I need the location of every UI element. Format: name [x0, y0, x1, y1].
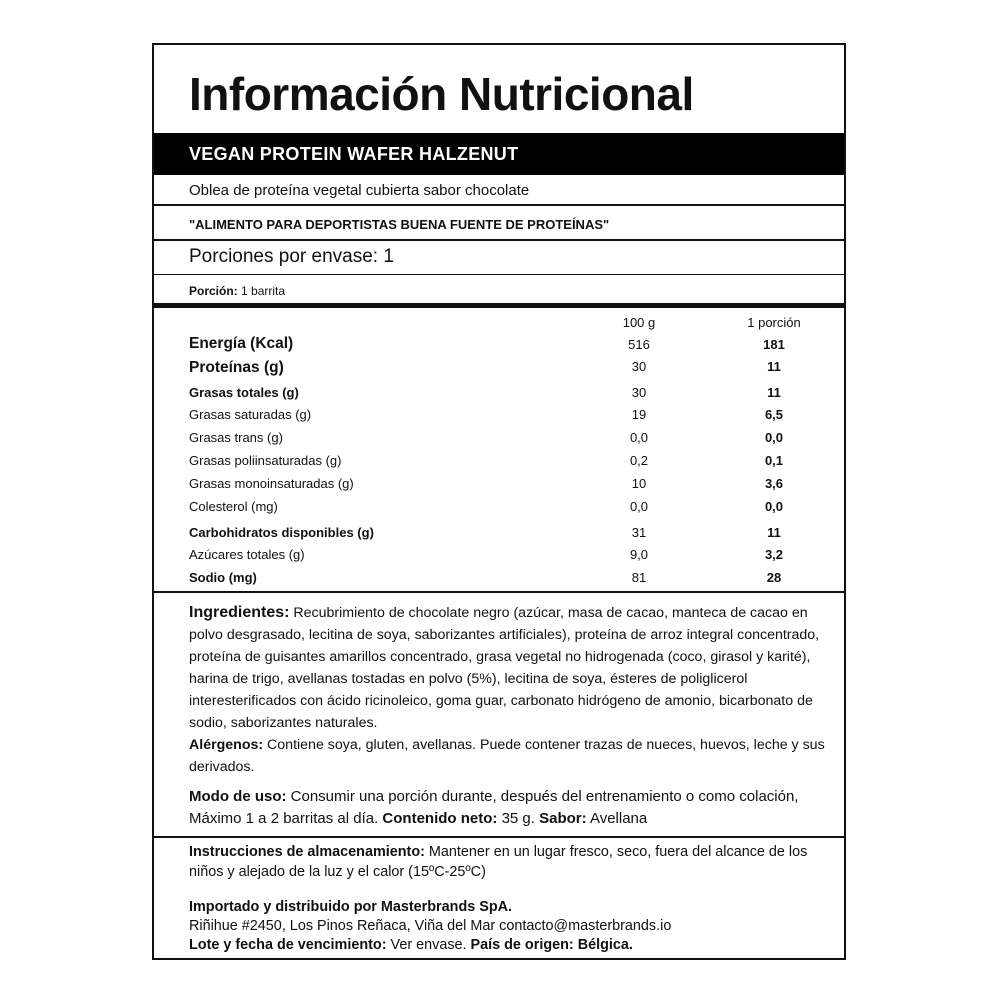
value-portion: 0,1: [764, 453, 784, 468]
column-header-portion: 1 porción: [747, 315, 801, 330]
ingredients-section: [189, 602, 829, 778]
value-100g: 81: [631, 570, 647, 585]
usage-label: Modo de uso:: [189, 788, 287, 805]
flavor-value: Avellana: [586, 810, 648, 827]
importer-line: Importado y distribuido por Masterbrands SpA.: [189, 899, 513, 915]
value-100g: 516: [628, 337, 650, 352]
nutrition-label: [152, 43, 846, 960]
storage-label: Instrucciones de almacenamiento:: [189, 844, 425, 860]
divider: [154, 836, 844, 838]
serving-label: Porción:: [189, 284, 238, 298]
column-header-100g: 100 g: [622, 315, 656, 330]
divider: [154, 274, 844, 275]
nutrient-name: Grasas trans (g): [189, 430, 283, 445]
label-title: Información Nutricional: [189, 68, 694, 120]
nutrient-name: Grasas totales (g): [189, 385, 299, 400]
value-100g: 31: [631, 525, 647, 540]
lot-label: Lote y fecha de vencimiento:: [189, 937, 387, 953]
nutrient-name: Sodio (mg): [189, 570, 257, 585]
net-content-value: 35 g.: [497, 810, 540, 827]
servings-per-container: Porciones por envase: 1: [189, 246, 394, 267]
allergens-text: Contiene soya, gluten, avellanas. Puede contener trazas de nueces, huevos, leche y sus derivados.: [189, 737, 825, 775]
net-content-label: Contenido neto:: [382, 810, 498, 827]
nutrient-name: Proteínas (g): [189, 359, 284, 376]
nutrient-name: Grasas poliinsaturadas (g): [189, 453, 342, 468]
lot-value: Ver envase.: [386, 937, 471, 953]
nutrient-name: Azúcares totales (g): [189, 547, 305, 562]
product-name-banner: VEGAN PROTEIN WAFER HALZENUT: [154, 133, 844, 175]
divider: [154, 591, 844, 593]
value-100g: 0,0: [629, 499, 649, 514]
usage-text: Consumir una porción durante, después del entrenamiento o como colación, Máximo 1 a 2 barritas al día.: [189, 788, 799, 827]
value-100g: 0,2: [629, 453, 649, 468]
nutrient-name: Carbohidratos disponibles (g): [189, 525, 374, 540]
value-portion: 3,6: [764, 476, 784, 491]
flavor-label: Sabor:: [539, 810, 587, 827]
allergens-label: Alérgenos:: [189, 737, 264, 753]
usage-section: [189, 786, 829, 830]
storage-section: [189, 842, 829, 882]
nutrient-name: Colesterol (mg): [189, 499, 278, 514]
divider: [154, 204, 844, 206]
nutrient-name: Grasas saturadas (g): [189, 407, 312, 422]
divider: [154, 239, 844, 241]
value-portion: 11: [767, 385, 781, 400]
value-portion: 6,5: [764, 407, 784, 422]
value-portion: 28: [766, 570, 782, 585]
value-portion: 181: [763, 337, 785, 352]
product-claim: "ALIMENTO PARA DEPORTISTAS BUENA FUENTE DE PROTEÍNAS": [189, 217, 610, 232]
serving-value: 1 barrita: [241, 284, 286, 298]
value-portion: 11: [767, 525, 781, 540]
value-portion: 0,0: [764, 499, 784, 514]
value-100g: 0,0: [629, 430, 649, 445]
storage-text: Mantener en un lugar fresco, seco, fuera del alcance de los niños y alejado de la luz y el calor (15ºC-25ºC): [189, 844, 808, 880]
value-100g: 30: [631, 359, 647, 374]
ingredients-label: Ingredientes:: [189, 604, 290, 621]
nutrient-name: Grasas monoinsaturadas (g): [189, 476, 354, 491]
value-portion: 0,0: [764, 430, 784, 445]
value-portion: 11: [767, 359, 781, 374]
importer-address: Riñihue #2450, Los Pinos Reñaca, Viña del Mar contacto@masterbrands.io: [189, 918, 672, 934]
value-100g: 19: [631, 407, 647, 422]
product-description: Oblea de proteína vegetal cubierta sabor chocolate: [189, 182, 530, 199]
origin: País de origen: Bélgica.: [470, 937, 633, 953]
serving-size: [189, 284, 285, 298]
value-portion: 3,2: [764, 547, 784, 562]
value-100g: 30: [631, 385, 647, 400]
nutrient-name: Energía (Kcal): [189, 335, 294, 352]
thick-divider: [154, 303, 844, 308]
value-100g: 9,0: [629, 547, 649, 562]
importer-section: [189, 898, 829, 955]
value-100g: 10: [631, 476, 647, 491]
ingredients-text: Recubrimiento de chocolate negro (azúcar, masa de cacao, manteca de cacao en polvo desgrasado, lecitina de soya, saborizantes artificiales), proteína de arroz integral concentrado, proteína de guisantes amarillos concentrado, grasa vegetal no hidrogenada (coco, girasol y karité), harina de trigo, avellanas tostadas en polvo (5%), lecitina de soya, ésteres de poliglicerol interesterificados con ácido ricinoleico, goma guar, carbonato hidrógeno de amonio, bicarbonato de sodio, saborizantes naturales.: [189, 605, 820, 731]
